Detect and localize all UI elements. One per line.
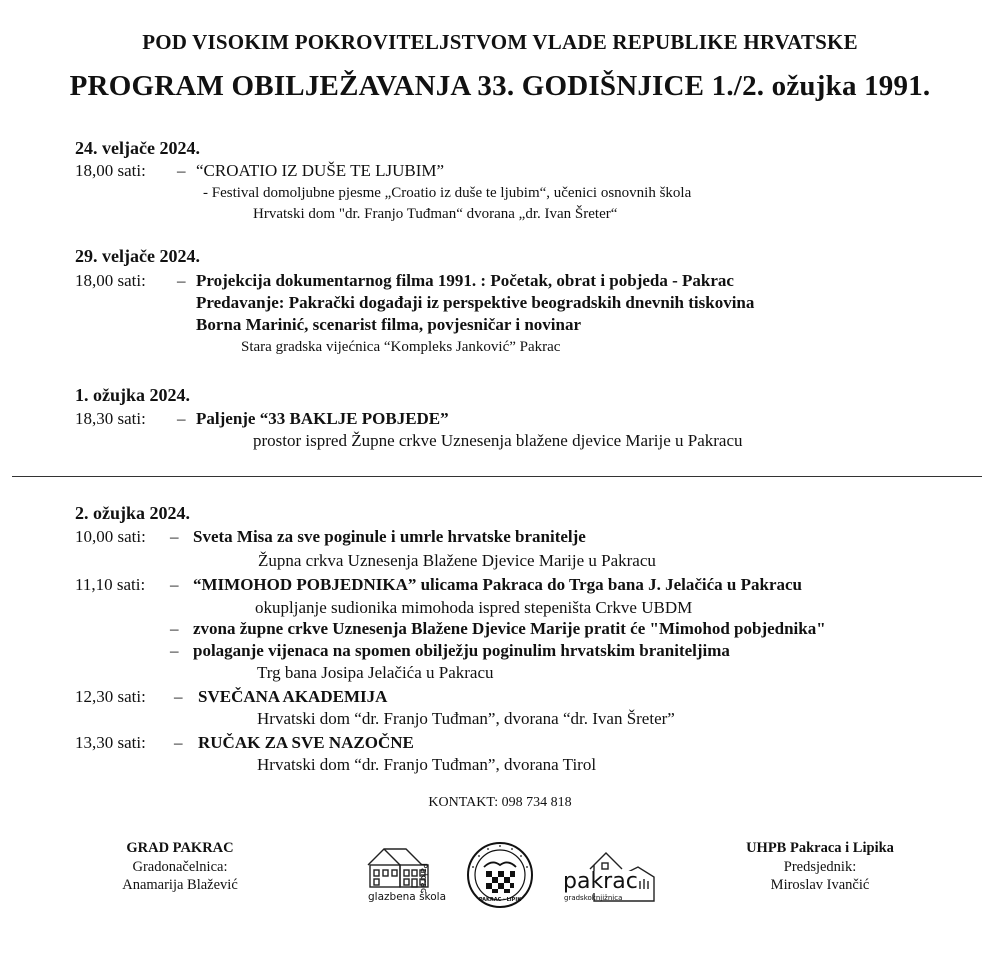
footer-right-name: Miroslav Ivančić — [770, 877, 870, 893]
day4-event4-title: RUČAK ZA SVE NAZOČNE — [198, 733, 414, 752]
music-school-label: glazbena škola — [368, 891, 447, 903]
day2-place: Stara gradska vijećnica “Kompleks Janković” Pakrac — [241, 339, 561, 355]
day2-time: 18,00 sati: — [75, 271, 146, 290]
day4-event1-place: Župna crkva Uznesenja Blažene Djevice Marije u Pakracu — [258, 551, 656, 570]
day1-title: “CROATIO IZ DUŠE TE LJUBIM” — [196, 161, 445, 180]
contact-line: KONTAKT: 098 734 818 — [428, 795, 572, 810]
day3-place: prostor ispred Župne crkve Uznesenja blažene djevice Marije u Pakracu — [253, 431, 743, 450]
footer-left-name: Anamarija Blažević — [122, 877, 238, 893]
day2-line2: Predavanje: Pakrački događaji iz perspektive beogradskih dnevnih tiskovina — [196, 293, 755, 312]
day2-line1: Projekcija dokumentarnog filma 1991. : Početak, obrat i pobjeda - Pakrac — [196, 271, 734, 290]
library-subname: gradskoknjižnica — [564, 894, 623, 902]
day4-event4-dash: – — [174, 733, 183, 752]
day4-event4-place: Hrvatski dom “dr. Franjo Tuđman”, dvorana Tirol — [257, 755, 597, 774]
music-school-logo — [362, 843, 448, 907]
day4-event2-time: 11,10 sati: — [75, 575, 146, 594]
city-library-logo — [562, 847, 660, 907]
veterans-emblem-logo — [466, 841, 534, 909]
page-title: PROGRAM OBILJEŽAVANJA 33. GODIŠNJICE 1./2. ožujka 1991. — [69, 70, 931, 102]
day4-event2-subtitle: okupljanje sudionika mimohoda ispred stepeništa Crkve UBDM — [255, 598, 693, 617]
day4-event2-title: “MIMOHOD POBJEDNIKA” ulicama Pakraca do Trga bana J. Jelačića u Pakracu — [193, 575, 802, 594]
day3-time: 18,30 sati: — [75, 409, 146, 428]
day4-event1-title: Sveta Misa za sve poginule i umrle hrvatske branitelje — [193, 527, 586, 546]
day4-date: 2. ožujka 2024. — [75, 503, 191, 523]
day4-event1-dash: – — [170, 527, 179, 546]
day4-event4-time: 13,30 sati: — [75, 733, 146, 752]
day4-event3-time: 12,30 sati: — [75, 687, 146, 706]
footer-left-role: Gradonačelnica: — [132, 859, 228, 875]
music-school-side-label: Pakrac — [418, 863, 428, 893]
day3-dash: – — [177, 409, 186, 428]
library-name: pakrac — [563, 869, 638, 894]
footer-left-org: GRAD PAKRAC — [126, 840, 234, 856]
day1-time: 18,00 sati: — [75, 161, 146, 180]
emblem-bottom-label: PAKRAC · LIPIK — [478, 897, 522, 903]
patronage-line: POD VISOKIM POKROVITELJSTVOM VLADE REPUBLIKE HRVATSKE — [142, 30, 858, 54]
section-divider — [12, 476, 982, 477]
day4-event2-line3: polaganje vijenaca na spomen obilježju poginulim hrvatskim braniteljima — [193, 641, 730, 660]
day3-title: Paljenje “33 BAKLJE POBJEDE” — [196, 409, 449, 428]
day1-date: 24. veljače 2024. — [75, 138, 200, 158]
day4-event3-title: SVEČANA AKADEMIJA — [198, 687, 388, 706]
day4-event2-dash: – — [170, 575, 179, 594]
day4-event2-dash2: – — [170, 619, 179, 638]
day4-event2-line2: zvona župne crkve Uznesenja Blažene Djevice Marije pratit će "Mimohod pobjednika" — [193, 619, 826, 638]
day3-date: 1. ožujka 2024. — [75, 385, 191, 405]
day4-event2-place: Trg bana Josipa Jelačića u Pakracu — [257, 663, 494, 682]
day4-event3-place: Hrvatski dom “dr. Franjo Tuđman”, dvorana “dr. Ivan Šreter” — [257, 709, 675, 728]
day2-date: 29. veljače 2024. — [75, 246, 200, 266]
day2-dash: – — [177, 271, 186, 290]
day1-place: Hrvatski dom "dr. Franjo Tuđman“ dvorana „dr. Ivan Šreter“ — [253, 206, 618, 222]
footer-right-org: UHPB Pakraca i Lipika — [746, 840, 894, 856]
day1-dash: – — [177, 161, 186, 180]
day4-event1-time: 10,00 sati: — [75, 527, 146, 546]
day2-line3: Borna Marinić, scenarist filma, povjesničar i novinar — [196, 315, 581, 334]
day4-event3-dash: – — [174, 687, 183, 706]
day4-event2-dash3: – — [170, 641, 179, 660]
day1-description: - Festival domoljubne pjesme „Croatio iz duše te ljubim“, učenici osnovnih škola — [203, 185, 692, 201]
footer-right-role: Predsjednik: — [783, 859, 857, 875]
